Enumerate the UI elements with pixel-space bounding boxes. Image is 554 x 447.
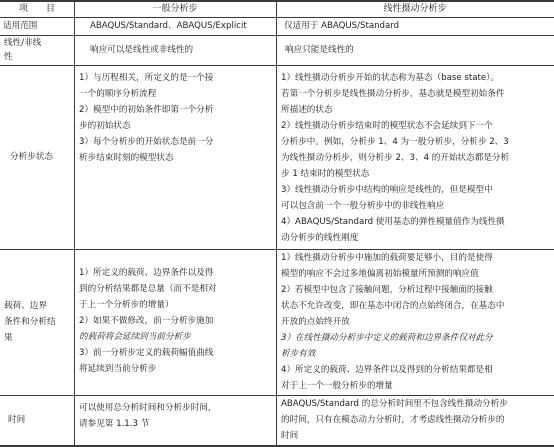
text-line: 3）在线性摄动分析步中定义的载荷和边界条件仅对此分	[281, 333, 493, 343]
column-rule	[276, 0, 277, 447]
text-line: 步 1 结束时的模型状态	[281, 169, 370, 179]
text-line: 动分析步的线性刚度	[281, 233, 359, 243]
text-line: 模型的响应不会过多地偏离初始模量所预测的响应值	[281, 269, 479, 279]
text-line: 一个的顺序分析流程	[79, 89, 157, 99]
text-line: 所描述的状态	[281, 105, 333, 115]
perturbation-step-state	[281, 70, 509, 246]
general-loads	[79, 265, 217, 377]
header-general-step: 一般分析步	[152, 4, 198, 14]
text-line: 为线性摄动分析步，则分析步 2、3、4 的开始状态都是分析	[281, 153, 510, 163]
text-line: 步的初始状态	[79, 121, 131, 131]
text-line: 析步有效	[281, 349, 316, 359]
general-step-state	[79, 70, 213, 166]
row-label-line: 载荷、边界	[4, 301, 47, 311]
text-line: 4）所定义的载荷、边界条件以及得到的分析结果都是相	[281, 365, 493, 375]
text-line: ABAQUS/Standard 的总分析时间里不包含线性摄动分析步	[281, 399, 508, 409]
text-line: 于上一个分析步的增量）	[79, 300, 174, 310]
row-label-loads	[4, 298, 56, 346]
column-rule	[74, 0, 75, 447]
text-line: 3）前一分析步定义的载荷幅值曲线	[79, 348, 214, 358]
text-line: 开放的点始终开放	[281, 317, 350, 327]
text-line: 2）模型中的初始条件即第一个分析	[79, 105, 214, 115]
text-line: 2）若模型中包含了接触问题，分析过程中接触面的接触	[281, 285, 493, 295]
general-linearity: 响应可以是线性或非线性的	[90, 45, 194, 55]
text-line: 时间	[281, 431, 299, 441]
row-rule	[0, 35, 554, 36]
general-scope: ABAQUS/Standard、ABAQUS/Explicit	[90, 21, 247, 31]
text-line: 2）如果不做修改，前一分析步施加	[79, 316, 214, 326]
row-label-line: 条件和分析结	[4, 317, 56, 327]
text-line: 对于上一个一般分析步的增量	[281, 381, 393, 391]
text-line: 请参见第 1.1.3 节	[79, 419, 150, 429]
perturbation-loads	[281, 250, 504, 394]
text-line: 3）每个分析步的开始状态是前一分	[79, 137, 214, 147]
perturbation-scope: 仅适用于 ABAQUS/Standard	[284, 21, 400, 31]
row-label-line: 性	[4, 52, 13, 62]
row-label-time: 时间	[8, 415, 26, 425]
text-line: 状态不允许改变，即在基态中闭合的点始终闭合，在基态中	[281, 301, 505, 311]
text-line: 可以使用总分析时间和分析步时间，	[79, 403, 217, 413]
general-time	[79, 400, 217, 432]
text-line: 4）ABAQUS/Standard 使用基态的弹性模量值作为线性摄	[281, 217, 505, 227]
text-line: 2）线性摄动分析步结束时的模型状态不会延续到下一个	[281, 121, 493, 131]
header-perturbation-step: 线性摄动分析步	[383, 4, 447, 14]
text-line: 到的分析结果都是总量（而不是相对	[79, 284, 217, 294]
text-line: 析步结束时刻的模型状态	[79, 153, 174, 163]
header-rule	[0, 17, 554, 18]
row-label-step-state: 分析步状态	[10, 152, 53, 162]
row-rule	[0, 65, 554, 66]
text-line: 若第一个分析步是线性摄动分析步，基态就是模型初始条件	[281, 89, 505, 99]
text-line: 的载荷将会延续到当前分析步	[79, 332, 191, 342]
header-item: 项 目	[18, 4, 55, 14]
text-line: 可以包含前一个一般分析步中的非线性响应	[281, 201, 445, 211]
row-label-line: 线性/非线	[4, 38, 42, 48]
row-label-line: 果	[4, 333, 13, 343]
text-line: 分析步中。例如，分析步 1、4 为一般分析步，分析步 2、3	[281, 137, 509, 147]
text-line: 3）线性摄动分析步中结构的响应是线性的，但是模型中	[281, 185, 493, 195]
text-line: 将延续到当前分析步	[79, 364, 157, 374]
row-label-scope: 适用范围	[3, 21, 38, 31]
text-line: 1）所定义的载荷、边界条件以及得	[79, 268, 214, 278]
perturbation-time	[281, 396, 508, 444]
text-line: 1）线性摄动分析步中施加的载荷要足够小，目的是使得	[281, 253, 493, 263]
perturbation-linearity: 响应只能是线性的	[285, 45, 354, 55]
text-line: 的时间，只有在模态动力分析时，才考虑线性摄动分析步的	[281, 415, 505, 425]
row-label-linearity	[4, 36, 41, 64]
text-line: 1）与历程相关，所定义的是一个接	[79, 73, 214, 83]
text-line: 1）线性摄动分析步开始的状态称为基态（base state）。	[281, 73, 500, 83]
